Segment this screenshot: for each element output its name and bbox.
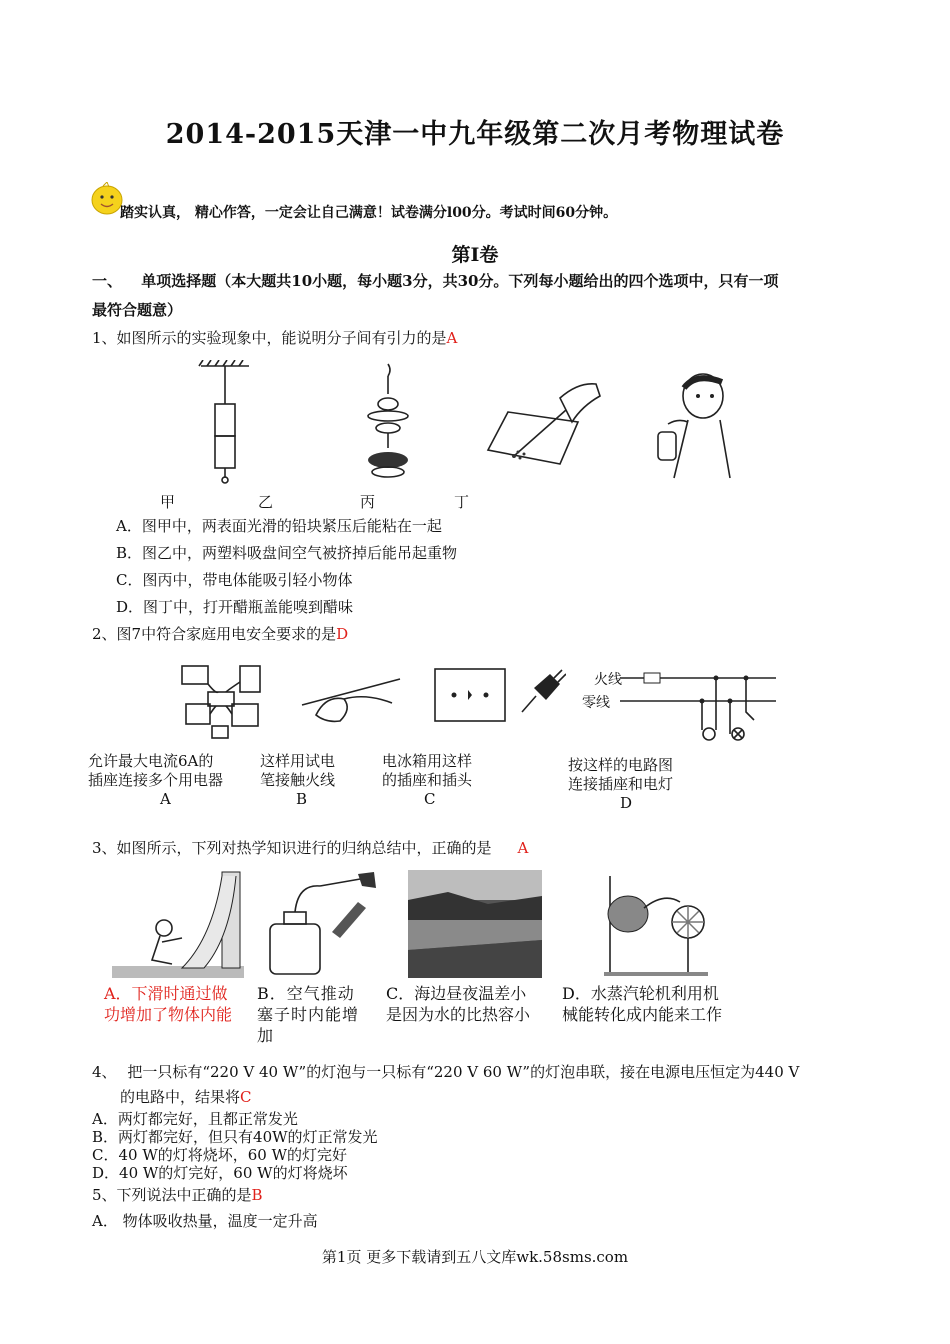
q2-caption-a: 允许最大电流6A的 插座连接多个用电器 A [88,752,224,808]
page-footer: 第1页 更多下载请到五八文库wk.58sms.com [321,1248,629,1266]
suction-cups-figure [362,360,414,485]
q4-option-c: C．40 W的灯将烧坏，60 W的灯完好 [92,1146,348,1164]
steam-turbine-figure [584,868,712,978]
seaside-photo [408,870,542,978]
lead-blocks-figure [195,360,255,485]
q4-stem-line1: 4、 把一只标有“220 V 40 W”的灯泡与一只标有“220 V 60 W”的灯泡串联，接在电源电压恒定为440 V [92,1063,800,1081]
vinegar-smell-figure [648,370,743,480]
q4-option-b: B．两灯都完好，但只有40W的灯正常发光 [92,1128,378,1146]
wire-zero-label: 零线 [582,695,610,711]
q3-answer: A [517,839,529,857]
q2-caption-b: 这样用试电 笔接触火线 B [260,752,336,808]
q5-option-a: A． 物体吸收热量，温度一定升高 [92,1212,318,1230]
q5-stem: 5、下列说法中正确的是B [92,1186,263,1204]
section-title: 第Ⅰ卷 [451,244,499,266]
q1-label-ding: 丁 [454,493,470,511]
q1-option-a: A．图甲中，两表面光滑的铅块紧压后能粘在一起 [116,517,442,535]
q1-option-b: B．图乙中，两塑料吸盘间空气被挤掉后能吊起重物 [116,544,458,562]
q2-answer: D [336,625,349,643]
q3-caption-a: A．下滑时通过做 功增加了物体内能 [104,984,233,1024]
q4-option-d: D．40 W的灯完好，60 W的灯将烧坏 [92,1164,348,1182]
q1-label-yi: 乙 [258,493,274,511]
overloaded-socket-figure [178,652,270,744]
exam-notice: 踏实认真， 精心作答，一定会让自己满意！试卷满分l00分。考试时间60分钟。 [120,205,618,221]
q4-number: 4、 [92,1063,117,1081]
slide-figure [112,868,244,978]
q1-stem: 1、如图所示的实验现象中，能说明分子间有引力的是A [92,329,458,347]
q1-option-d: D．图丁中，打开醋瓶盖能嗅到醋味 [116,598,354,616]
part-heading-line1: 单项选择题（本大题共10小题，每小题3分，共30分。下列每小题给出的四个选项中，只有一项 [141,272,779,290]
part-heading-line2: 最符合题意） [92,301,183,319]
circuit-diagram-figure [620,668,780,750]
q1-answer: A [446,329,458,347]
q1-label-jia: 甲 [160,493,176,511]
q2-caption-d: 按这样的电路图 连接插座和电灯 D [568,756,674,812]
q5-answer: B [251,1186,263,1204]
air-bottle-figure [262,872,382,977]
q2-caption-c: 电冰箱用这样 的插座和插头 C [382,752,473,808]
q2-stem: 2、图7中符合家庭用电安全要求的是D [92,625,349,643]
plug-figure [516,668,566,718]
q1-label-bing: 丙 [360,493,376,511]
part-number: 一、 [92,272,123,290]
q1-option-c: C．图丙中，带电体能吸引轻小物体 [116,571,353,589]
q4-stem-line2: 的电路中，结果将C [120,1088,252,1106]
wall-socket-figure [432,666,508,724]
q4-answer: C [240,1088,252,1106]
page-title: 2014-2015天津一中九年级第二次月考物理试卷 [165,119,785,150]
q4-option-a: A．两灯都完好，且都正常发光 [92,1110,298,1128]
q3-caption-d: D．水蒸汽轮机利用机 械能转化成内能来工作 [562,984,723,1024]
q3-caption-b: B．空气推动 塞子时内能增 加 [257,984,360,1045]
q3-caption-c: C．海边昼夜温差小 是因为水的比热容小 [386,984,531,1024]
test-pen-figure [296,665,406,725]
charged-rod-figure [478,372,603,472]
part-heading [92,271,778,291]
q3-stem: 3、如图所示，下列对热学知识进行的归纳总结中，正确的是 A [92,839,529,857]
wire-fire-label: 火线 [594,672,622,688]
